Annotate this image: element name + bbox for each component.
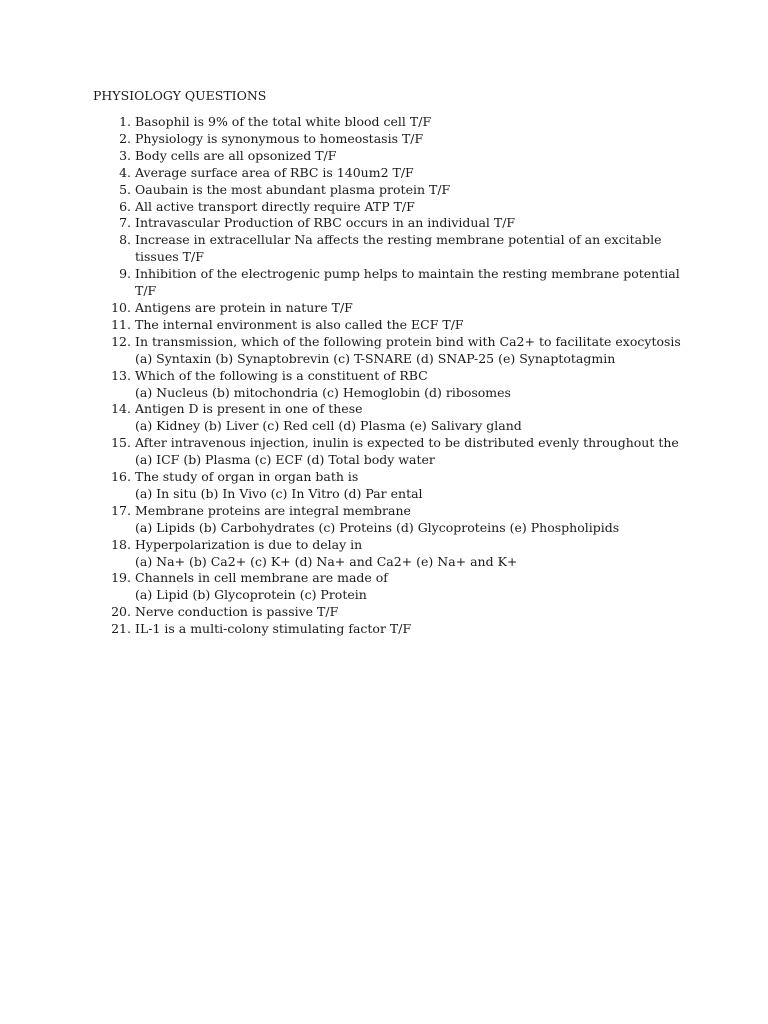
question-item (0, 300, 768, 317)
question-line: Oaubain is the most abundant plasma protein T/F (135, 181, 451, 197)
question-item (0, 503, 768, 537)
question-number: 8. (119, 232, 131, 248)
question-line: The study of organ in organ bath is (135, 469, 359, 485)
question-number: 1. (119, 114, 131, 129)
question-item (0, 165, 768, 182)
question-item (0, 469, 768, 503)
question-item (0, 317, 768, 334)
question-number: 12. (111, 333, 131, 349)
question-number: 18. (111, 536, 131, 552)
question-text (135, 182, 660, 199)
question-text (135, 435, 679, 469)
question-number: 10. (111, 299, 131, 315)
answer-options: (a) Lipids (b) Carbohydrates (c) Proteins (d) Glycoproteins (e) Phospholipids (135, 519, 620, 535)
question-item (0, 182, 768, 199)
answer-options: (a) Na+ (b) Ca2+ (c) K+ (d) Na+ and Ca2+ (e) Na+ and K+ (135, 553, 518, 569)
question-text (135, 537, 660, 571)
question-text (135, 570, 660, 604)
question-line: After intravenous injection, inulin is expected to be distributed evenly throughout the (135, 435, 679, 451)
question-number: 17. (111, 502, 131, 518)
question-item (0, 537, 768, 571)
question-item (0, 266, 768, 300)
question-line: Basophil is 9% of the total white blood cell T/F (135, 114, 432, 129)
question-line: Antigen D is present in one of these (135, 401, 363, 417)
question-item (0, 199, 768, 216)
question-text (135, 199, 660, 216)
question-number: 6. (119, 198, 131, 214)
question-line: Body cells are all opsonized T/F (135, 147, 337, 163)
question-number: 21. (111, 621, 131, 637)
question-number: 16. (111, 469, 131, 485)
question-text (135, 148, 660, 165)
question-text (135, 469, 660, 503)
question-number: 13. (111, 367, 131, 383)
question-number: 7. (119, 215, 131, 231)
question-number: 20. (111, 604, 131, 620)
question-line: Membrane proteins are integral membrane (135, 502, 411, 518)
question-line: Inhibition of the electrogenic pump helps to maintain the resting membrane potential (135, 266, 680, 282)
question-line: Average surface area of RBC is 140um2 T/F (135, 164, 414, 180)
answer-options: (a) ICF (b) Plasma (c) ECF (d) Total body water (135, 452, 435, 468)
answer-options: (a) Nucleus (b) mitochondria (c) Hemoglobin (d) ribosomes (135, 384, 511, 400)
question-text (135, 165, 660, 182)
question-text (135, 266, 680, 300)
question-item (0, 604, 768, 621)
question-line: In transmission, which of the following protein bind with Ca2+ to facilitate exocytosis (135, 333, 681, 349)
question-item (0, 334, 768, 368)
document-title: PHYSIOLOGY QUESTIONS (93, 88, 267, 103)
question-number: 3. (119, 147, 131, 163)
question-number: 14. (111, 401, 131, 417)
question-item (0, 131, 768, 148)
question-number: 5. (119, 181, 131, 197)
answer-options: (a) In situ (b) In Vivo (c) In Vitro (d) Par ental (135, 485, 423, 501)
question-line: Hyperpolarization is due to delay in (135, 536, 363, 552)
question-item (0, 435, 768, 469)
question-text (135, 401, 660, 435)
question-item (0, 114, 768, 131)
question-text (135, 215, 660, 232)
question-text (135, 368, 660, 402)
question-item (0, 232, 768, 266)
question-number: 2. (119, 130, 131, 146)
question-item (0, 570, 768, 604)
question-number: 9. (119, 266, 131, 282)
question-number: 19. (111, 570, 131, 586)
question-number: 15. (111, 435, 131, 451)
question-line-continued: T/F (135, 283, 157, 299)
question-line: Channels in cell membrane are made of (135, 570, 388, 586)
question-line-continued: tissues T/F (135, 249, 204, 265)
question-line: Which of the following is a constituent of RBC (135, 367, 428, 383)
question-line: IL-1 is a multi-colony stimulating factor T/F (135, 621, 412, 637)
question-number: 4. (119, 164, 131, 180)
question-item (0, 401, 768, 435)
question-line: Nerve conduction is passive T/F (135, 604, 339, 620)
question-text (135, 114, 660, 131)
answer-options: (a) Lipid (b) Glycoprotein (c) Protein (135, 587, 367, 603)
question-item (0, 621, 768, 638)
question-line: Intravascular Production of RBC occurs in an individual T/F (135, 215, 516, 231)
question-text (135, 232, 660, 266)
question-item (0, 215, 768, 232)
question-text (135, 503, 660, 537)
question-item (0, 148, 768, 165)
question-line: All active transport directly require ATP T/F (135, 198, 415, 214)
question-text (135, 333, 681, 368)
question-text (135, 317, 660, 334)
question-item (0, 368, 768, 402)
question-text (135, 300, 660, 317)
question-list (0, 114, 768, 638)
question-line: Antigens are protein in nature T/F (135, 299, 353, 315)
question-text (135, 621, 660, 638)
question-number: 11. (111, 316, 131, 332)
question-line: Physiology is synonymous to homeostasis T/F (135, 130, 424, 146)
question-text (135, 604, 660, 621)
question-text (135, 131, 660, 148)
answer-options: (a) Syntaxin (b) Synaptobrevin (c) T-SNARE (d) SNAP-25 (e) Synaptotagmin (135, 350, 616, 366)
answer-options: (a) Kidney (b) Liver (c) Red cell (d) Plasma (e) Salivary gland (135, 418, 522, 434)
question-line: Increase in extracellular Na affects the resting membrane potential of an excitable (135, 232, 662, 248)
question-line: The internal environment is also called the ECF T/F (135, 316, 464, 332)
